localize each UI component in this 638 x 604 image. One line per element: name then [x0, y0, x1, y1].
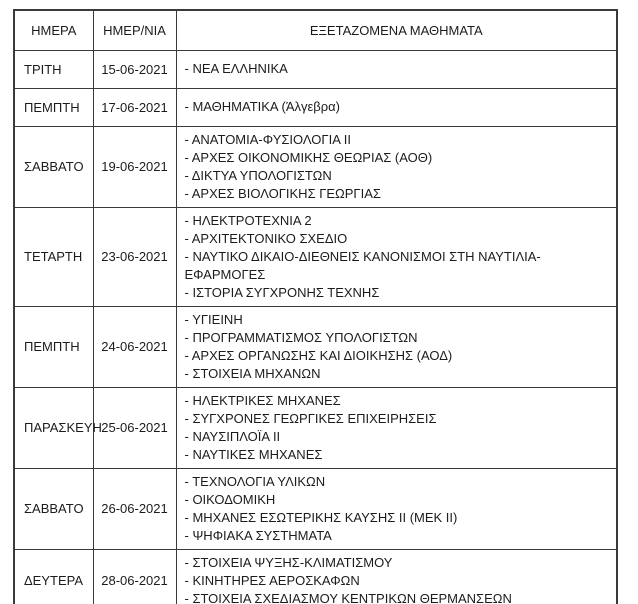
day-cell: ΔΕΥΤΕΡΑ: [14, 549, 93, 604]
table-row: [14, 88, 617, 126]
date-cell: 19-06-2021: [93, 126, 176, 207]
subjects-cell: [176, 88, 617, 126]
day-cell: ΤΕΤΑΡΤΗ: [14, 207, 93, 306]
date-cell: 28-06-2021: [93, 549, 176, 604]
subject-line: - ΜΗΧΑΝΕΣ ΕΣΩΤΕΡΙΚΗΣ ΚΑΥΣΗΣ ΙΙ (ΜΕΚ ΙΙ): [184, 509, 458, 525]
subject-line: - ΣΤΟΙΧΕΙΑ ΣΧΕΔΙΑΣΜΟΥ ΚΕΝΤΡΙΚΩΝ ΘΕΡΜΑΝΣΕΩΝ: [184, 590, 512, 604]
subject-line: - ΑΡΧΕΣ ΟΡΓΑΝΩΣΗΣ ΚΑΙ ΔΙΟΙΚΗΣΗΣ (ΑΟΔ): [184, 347, 453, 363]
date-cell: 17-06-2021: [93, 88, 176, 126]
subject-line: - ΑΝΑΤΟΜΙΑ-ΦΥΣΙΟΛΟΓΙΑ ΙΙ: [184, 131, 351, 147]
subject-line: - ΝΑΥΣΙΠΛΟΪΑ ΙΙ: [184, 428, 281, 444]
day-cell: ΣΑΒΒΑΤΟ: [14, 468, 93, 549]
table-row: [14, 468, 617, 549]
subject-line: - ΤΕΧΝΟΛΟΓΙΑ ΥΛΙΚΩΝ: [184, 473, 326, 489]
subject-line: - ΣΤΟΙΧΕΙΑ ΜΗΧΑΝΩΝ: [184, 365, 321, 381]
exam-schedule-table: [13, 9, 618, 604]
subject-line: - ΑΡΧΙΤΕΚΤΟΝΙΚΟ ΣΧΕΔΙΟ: [184, 230, 348, 246]
subject-line: - ΣΤΟΙΧΕΙΑ ΨΥΞΗΣ-ΚΛΙΜΑΤΙΣΜΟΥ: [184, 554, 393, 570]
subjects-cell: [176, 306, 617, 387]
table-row: [14, 207, 617, 306]
subject-line: - ΑΡΧΕΣ ΒΙΟΛΟΓΙΚΗΣ ΓΕΩΡΓΙΑΣ: [184, 185, 381, 201]
header-cell-day: ΗΜΕΡΑ: [14, 10, 93, 50]
subject-line: - ΝΑΥΤΙΚΟ ΔΙΚΑΙΟ-ΔΙΕΘΝΕΙΣ ΚΑΝΟΝΙΣΜΟΙ ΣΤΗ ΝΑΥΤΙΛΙΑ-ΕΦΑΡΜΟΓΕΣ: [184, 248, 541, 282]
table-row: [14, 549, 617, 604]
date-cell: 24-06-2021: [93, 306, 176, 387]
subject-line: - ΚΙΝΗΤΗΡΕΣ ΑΕΡΟΣΚΑΦΩΝ: [184, 572, 360, 588]
day-cell: ΣΑΒΒΑΤΟ: [14, 126, 93, 207]
subjects-cell: [176, 207, 617, 306]
subject-line: - ΜΑΘΗΜΑΤΙΚΑ (Άλγεβρα): [184, 99, 341, 114]
day-cell: ΠΑΡΑΣΚΕΥΗ: [14, 387, 93, 468]
day-cell: ΠΕΜΠΤΗ: [14, 88, 93, 126]
subject-line: - ΔΙΚΤΥΑ ΥΠΟΛΟΓΙΣΤΩΝ: [184, 167, 332, 183]
day-cell: ΤΡΙΤΗ: [14, 50, 93, 88]
subject-line: - ΨΗΦΙΑΚΑ ΣΥΣΤΗΜΑΤΑ: [184, 527, 332, 543]
subject-line: - ΑΡΧΕΣ ΟΙΚΟΝΟΜΙΚΗΣ ΘΕΩΡΙΑΣ (ΑΟΘ): [184, 149, 433, 165]
date-cell: 26-06-2021: [93, 468, 176, 549]
subjects-cell: [176, 468, 617, 549]
subjects-cell: [176, 549, 617, 604]
table-row: [14, 50, 617, 88]
table-row: [14, 306, 617, 387]
subject-line: - ΝΑΥΤΙΚΕΣ ΜΗΧΑΝΕΣ: [184, 446, 323, 462]
subject-line: - ΗΛΕΚΤΡΟΤΕΧΝΙΑ 2: [184, 212, 312, 228]
subject-line: - ΠΡΟΓΡΑΜΜΑΤΙΣΜΟΣ ΥΠΟΛΟΓΙΣΤΩΝ: [184, 329, 418, 345]
table-row: [14, 126, 617, 207]
subject-line: - ΥΓΙΕΙΝΗ: [184, 311, 243, 327]
table-row: [14, 387, 617, 468]
date-cell: 23-06-2021: [93, 207, 176, 306]
subjects-cell: [176, 387, 617, 468]
subject-line: - ΟΙΚΟΔΟΜΙΚΗ: [184, 491, 276, 507]
subject-line: - ΙΣΤΟΡΙΑ ΣΥΓΧΡΟΝΗΣ ΤΕΧΝΗΣ: [184, 284, 380, 300]
date-cell: 15-06-2021: [93, 50, 176, 88]
subjects-cell: [176, 50, 617, 88]
subject-line: - ΝΕΑ ΕΛΛΗΝΙΚΑ: [184, 61, 288, 76]
subjects-cell: [176, 126, 617, 207]
subject-line: - ΣΥΓΧΡΟΝΕΣ ΓΕΩΡΓΙΚΕΣ ΕΠΙΧΕΙΡΗΣΕΙΣ: [184, 410, 437, 426]
subject-line: - ΗΛΕΚΤΡΙΚΕΣ ΜΗΧΑΝΕΣ: [184, 392, 341, 408]
date-cell: 25-06-2021: [93, 387, 176, 468]
day-cell: ΠΕΜΠΤΗ: [14, 306, 93, 387]
header-row: [14, 10, 617, 50]
header-cell-date: ΗΜΕΡ/ΝΙΑ: [93, 10, 176, 50]
header-cell-subjects: ΕΞΕΤΑΖΟΜΕΝΑ ΜΑΘΗΜΑΤΑ: [176, 10, 617, 50]
